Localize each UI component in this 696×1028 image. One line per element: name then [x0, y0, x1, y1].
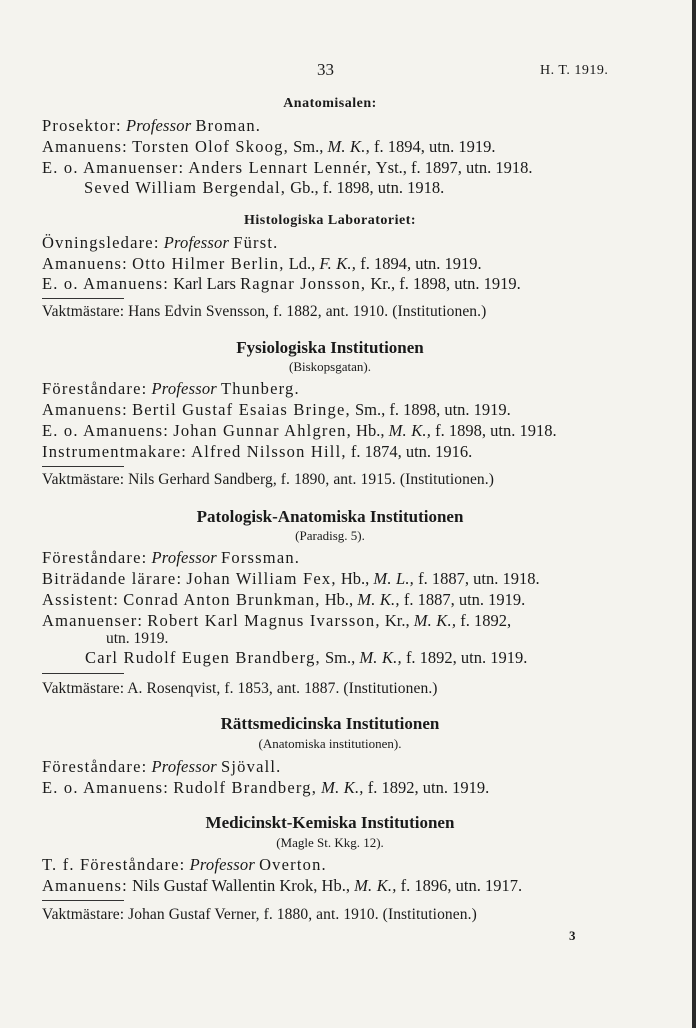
name: Rudolf Brandberg,	[173, 778, 318, 797]
details: f. 1887, utn. 1919.	[403, 590, 526, 609]
title: Professor	[163, 233, 230, 252]
details: Sm., f. 1898, utn. 1919.	[354, 400, 511, 419]
degree: M. K.,	[327, 137, 370, 156]
histologiska-eo-amanuens	[42, 274, 521, 294]
role: Föreståndare:	[42, 548, 148, 567]
fysiologiska-address: (Biskopsgatan).	[289, 359, 371, 374]
details: Sm.,	[324, 648, 356, 667]
divider	[42, 673, 124, 674]
medicinskt-kemiska-amanuens	[42, 876, 522, 896]
details: f. 1874, utn. 1916.	[350, 442, 473, 461]
role: Amanuens:	[42, 876, 128, 895]
page-edge	[692, 0, 696, 1028]
name: Seved William Bergendal,	[84, 178, 287, 197]
patologisk-forestandare	[42, 548, 300, 568]
name: Bertil Gustaf Esaias Bringe,	[132, 400, 351, 419]
histologiska-ovningsledare	[42, 233, 278, 253]
divider	[42, 900, 124, 901]
title: Professor	[151, 548, 217, 567]
degree: F. K.,	[319, 254, 357, 273]
degree: M. K.,	[388, 421, 432, 440]
medicinskt-kemiska-tf-forestandare	[42, 855, 327, 875]
title: Professor	[151, 757, 217, 776]
role: Biträdande lärare:	[42, 569, 183, 588]
role: T. f. Föreståndare:	[42, 855, 186, 874]
degree: M. K.,	[321, 778, 364, 797]
page-number: 33	[317, 60, 334, 79]
details: Ld.,	[288, 254, 316, 273]
patologisk-bitradande	[42, 569, 540, 589]
role: Instrumentmakare:	[42, 442, 188, 461]
name: Ragnar Jonsson,	[240, 274, 367, 293]
role: E. o. Amanuens:	[42, 274, 170, 293]
name: Torsten Olof Skoog,	[132, 137, 289, 156]
degree: M. K.,	[413, 611, 457, 630]
role: E. o. Amanuens:	[42, 778, 170, 797]
name: Otto Hilmer Berlin,	[132, 254, 285, 273]
role: Amanuens:	[42, 254, 128, 273]
role: Prosektor:	[42, 116, 122, 135]
name: Nils Gustaf Wallentin Krok,	[132, 876, 318, 895]
signature-mark: 3	[569, 928, 576, 943]
details: Hb.,	[324, 590, 354, 609]
patologisk-amanuenser	[42, 611, 511, 631]
patologisk-address: (Paradisg. 5).	[295, 528, 365, 543]
role: E. o. Amanuenser:	[42, 158, 185, 177]
fysiologiska-vaktmastare: Vaktmästare: Nils Gerhard Sandberg, f. 1890, ant. 1915. (Institutionen.)	[42, 471, 495, 488]
role: Amanuens:	[42, 400, 128, 419]
medicinskt-kemiska-address: (Magle St. Kkg. 12).	[276, 835, 384, 850]
details: f. 1892, utn. 1919.	[367, 778, 490, 797]
details: Gb., f. 1898, utn. 1918.	[290, 178, 445, 197]
role: Amanuens:	[42, 137, 128, 156]
name: Forssman.	[221, 548, 301, 567]
patologisk-amanuenser-cont: utn. 1919.	[106, 630, 169, 647]
details: f. 1898, utn. 1918.	[435, 421, 557, 440]
name: Thunberg.	[221, 379, 300, 398]
title: Professor	[151, 379, 217, 398]
degree: M. L.,	[373, 569, 415, 588]
details: Sm.,	[293, 137, 324, 156]
patologisk-assistent	[42, 590, 525, 610]
fysiologiska-amanuens	[42, 400, 511, 420]
details: f. 1894, utn. 1919.	[374, 137, 496, 156]
name: Broman.	[195, 116, 262, 135]
title: Professor	[125, 116, 192, 135]
fysiologiska-eo-amanuens	[42, 421, 557, 441]
patologisk-amanuenser-2	[85, 648, 527, 668]
rattsmedicinska-eo-amanuens	[42, 778, 489, 798]
name: Carl Rudolf Eugen Brandberg,	[85, 648, 321, 667]
anatomisalen-heading: Anatomisalen:	[283, 96, 377, 111]
details: f. 1894, utn. 1919.	[360, 254, 482, 273]
divider	[42, 298, 124, 299]
details: f. 1887, utn. 1918.	[418, 569, 540, 588]
fysiologiska-heading: Fysiologiska Institutionen	[236, 338, 424, 357]
medicinskt-kemiska-vaktmastare: Vaktmästare: Johan Gustaf Verner, f. 1880, ant. 1910. (Institutionen.)	[42, 906, 477, 923]
divider	[42, 466, 124, 467]
details: Hb.,	[340, 569, 370, 588]
rattsmedicinska-heading: Rättsmedicinska Institutionen	[220, 714, 440, 733]
name: Overton.	[259, 855, 327, 874]
name: Anders Lennart Lennér,	[188, 158, 373, 177]
degree: M. K.,	[354, 876, 397, 895]
name: Fürst.	[233, 233, 279, 252]
medicinskt-kemiska-heading: Medicinskt-Kemiska Institutionen	[205, 813, 455, 832]
title: Professor	[189, 855, 255, 874]
histologiska-amanuens	[42, 254, 482, 274]
patologisk-vaktmastare: Vaktmästare: A. Rosenqvist, f. 1853, ant. 1887. (Institutionen.)	[42, 680, 438, 697]
role: Föreståndare:	[42, 757, 148, 776]
details: Hb.,	[321, 876, 350, 895]
degree: M. K.,	[357, 590, 400, 609]
details: Hb.,	[356, 421, 385, 440]
details: Kr., f. 1898, utn. 1919.	[370, 274, 521, 293]
anatomisalen-eo-amanuenser-2	[84, 178, 444, 198]
rattsmedicinska-forestandare	[42, 757, 282, 777]
name: Johan William Fex,	[186, 569, 337, 588]
details: Yst., f. 1897, utn. 1918.	[375, 158, 533, 177]
name: Conrad Anton Brunkman,	[123, 590, 321, 609]
role: E. o. Amanuens:	[42, 421, 170, 440]
anatomisalen-amanuens	[42, 137, 496, 157]
name: Johan Gunnar Ahlgren,	[173, 421, 352, 440]
name: Robert Karl Magnus Ivarsson,	[147, 611, 381, 630]
name: Karl Lars	[173, 274, 236, 293]
fysiologiska-forestandare	[42, 379, 300, 399]
anatomisalen-eo-amanuenser	[42, 158, 532, 178]
header-code: H. T. 1919.	[540, 63, 609, 78]
histologiska-heading: Histologiska Laboratoriet:	[243, 213, 417, 228]
role: Föreståndare:	[42, 379, 148, 398]
patologisk-heading: Patologisk-Anatomiska Institutionen	[196, 507, 464, 526]
details: Kr.,	[384, 611, 410, 630]
details: f. 1892,	[460, 611, 512, 630]
name: Sjövall.	[221, 757, 282, 776]
role: Amanuenser:	[42, 611, 144, 630]
details: f. 1892, utn. 1919.	[405, 648, 528, 667]
anatomisalen-prosektor	[42, 116, 261, 136]
rattsmedicinska-address: (Anatomiska institutionen).	[258, 736, 402, 751]
degree: M. K.,	[359, 648, 402, 667]
name: Alfred Nilsson Hill,	[191, 442, 347, 461]
role: Övningsledare:	[42, 233, 160, 252]
histologiska-vaktmastare: Vaktmästare: Hans Edvin Svensson, f. 1882, ant. 1910. (Institutionen.)	[42, 303, 487, 320]
role: Assistent:	[42, 590, 120, 609]
details: f. 1896, utn. 1917.	[400, 876, 523, 895]
fysiologiska-instrumentmakare	[42, 442, 472, 462]
